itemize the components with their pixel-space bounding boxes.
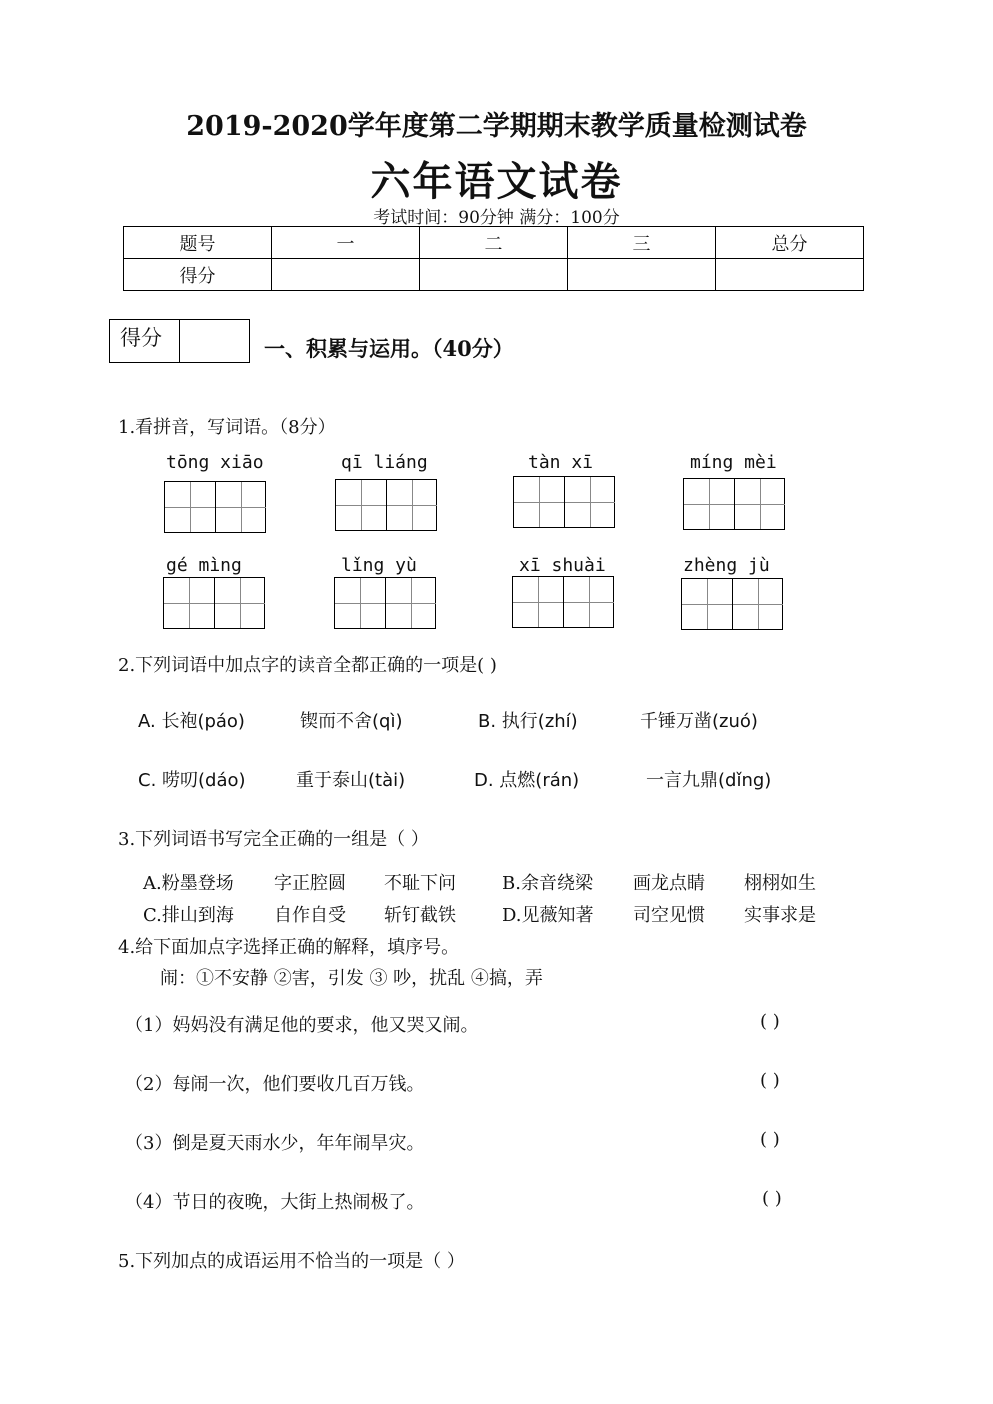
- option-word: C.排山到海: [143, 905, 234, 926]
- option-c-2: 重于泰山(tài): [296, 770, 406, 791]
- option-a-1: A. 长袍(páo): [138, 711, 245, 732]
- question-4-item: （2）每闹一次，他们要收几百万钱。: [125, 1074, 425, 1095]
- table-row: [124, 227, 864, 259]
- exam-subject: 六年语文试卷: [370, 158, 623, 205]
- pinyin-label: gé mìng: [166, 555, 242, 576]
- writing-grid[interactable]: [681, 578, 783, 630]
- option-c-1: C. 唠叨(dáo): [138, 770, 246, 791]
- option-word: 斩钉截铁: [384, 905, 456, 926]
- answer-blank[interactable]: ( ): [760, 1011, 780, 1032]
- question-4-item: （4）节日的夜晚，大街上热闹极了。: [125, 1192, 425, 1213]
- writing-grid[interactable]: [334, 577, 436, 629]
- option-word: 栩栩如生: [744, 873, 816, 894]
- table-cell: 一: [272, 227, 420, 259]
- score-table: [123, 226, 864, 291]
- score-cell[interactable]: [272, 259, 420, 291]
- section-score-box[interactable]: [109, 319, 250, 363]
- score-cell[interactable]: [420, 259, 568, 291]
- question-5-prompt: 5.下列加点的成语运用不恰当的一项是（ ）: [118, 1251, 465, 1272]
- option-a-2: 锲而不舍(qì): [300, 711, 403, 732]
- writing-grid[interactable]: [512, 576, 614, 628]
- question-4-definitions: 闹：①不安静 ②害，引发 ③ 吵，扰乱 ④搞，弄: [160, 968, 543, 989]
- writing-grid[interactable]: [683, 478, 785, 530]
- option-b-1: B. 执行(zhí): [478, 711, 578, 732]
- table-cell: 得分: [124, 259, 272, 291]
- option-word: 自作自受: [274, 905, 346, 926]
- section-heading: 一、积累与运用。（40分）: [264, 336, 514, 361]
- question-4-item: （1）妈妈没有满足他的要求，他又哭又闹。: [125, 1015, 479, 1036]
- option-word: B.余音绕梁: [502, 873, 593, 894]
- answer-blank[interactable]: ( ): [760, 1129, 780, 1150]
- table-cell: 二: [420, 227, 568, 259]
- option-word: A.粉墨登场: [143, 873, 234, 894]
- exam-title: 2019-2020学年度第二学期期末教学质量检测试卷: [186, 111, 807, 142]
- writing-grid[interactable]: [513, 476, 615, 528]
- writing-grid[interactable]: [164, 481, 266, 533]
- option-d-2: 一言九鼎(dǐng): [646, 770, 772, 791]
- pinyin-label: tōng xiāo: [166, 452, 264, 473]
- pinyin-label: zhèng jù: [683, 555, 770, 576]
- option-word: 画龙点睛: [633, 873, 705, 894]
- pinyin-label: míng mèi: [690, 452, 777, 473]
- pinyin-label: lǐng yù: [341, 555, 417, 576]
- answer-blank[interactable]: ( ): [762, 1188, 782, 1209]
- option-word: 实事求是: [744, 905, 816, 926]
- table-cell: 总分: [716, 227, 864, 259]
- table-cell: 三: [568, 227, 716, 259]
- table-cell: 题号: [124, 227, 272, 259]
- writing-grid[interactable]: [163, 577, 265, 629]
- option-word: D.见薇知著: [502, 905, 594, 926]
- option-b-2: 千锤万凿(zuó): [640, 711, 758, 732]
- pinyin-label: qī liáng: [341, 452, 428, 473]
- question-3-prompt: 3.下列词语书写完全正确的一组是（ ）: [118, 829, 429, 850]
- option-d-1: D. 点燃(rán): [474, 770, 580, 791]
- table-row: [124, 259, 864, 291]
- option-word: 司空见惯: [633, 905, 705, 926]
- question-2-prompt: 2.下列词语中加点字的读音全都正确的一项是( ): [118, 655, 497, 676]
- pinyin-label: xī shuài: [519, 555, 606, 576]
- question-4-item: （3）倒是夏天雨水少，年年闹旱灾。: [125, 1133, 425, 1154]
- score-cell[interactable]: [716, 259, 864, 291]
- question-1-prompt: 1.看拼音，写词语。（8分）: [118, 417, 336, 438]
- pinyin-label: tàn xī: [528, 452, 594, 473]
- option-word: 字正腔圆: [274, 873, 346, 894]
- option-word: 不耻下问: [384, 873, 456, 894]
- writing-grid[interactable]: [335, 479, 437, 531]
- section-score-label: 得分: [120, 326, 162, 350]
- answer-blank[interactable]: ( ): [760, 1070, 780, 1091]
- divider: [179, 320, 180, 362]
- score-cell[interactable]: [568, 259, 716, 291]
- question-4-prompt: 4.给下面加点字选择正确的解释，填序号。: [118, 937, 460, 958]
- exam-meta: 考试时间：90分钟 满分：100分: [373, 208, 620, 228]
